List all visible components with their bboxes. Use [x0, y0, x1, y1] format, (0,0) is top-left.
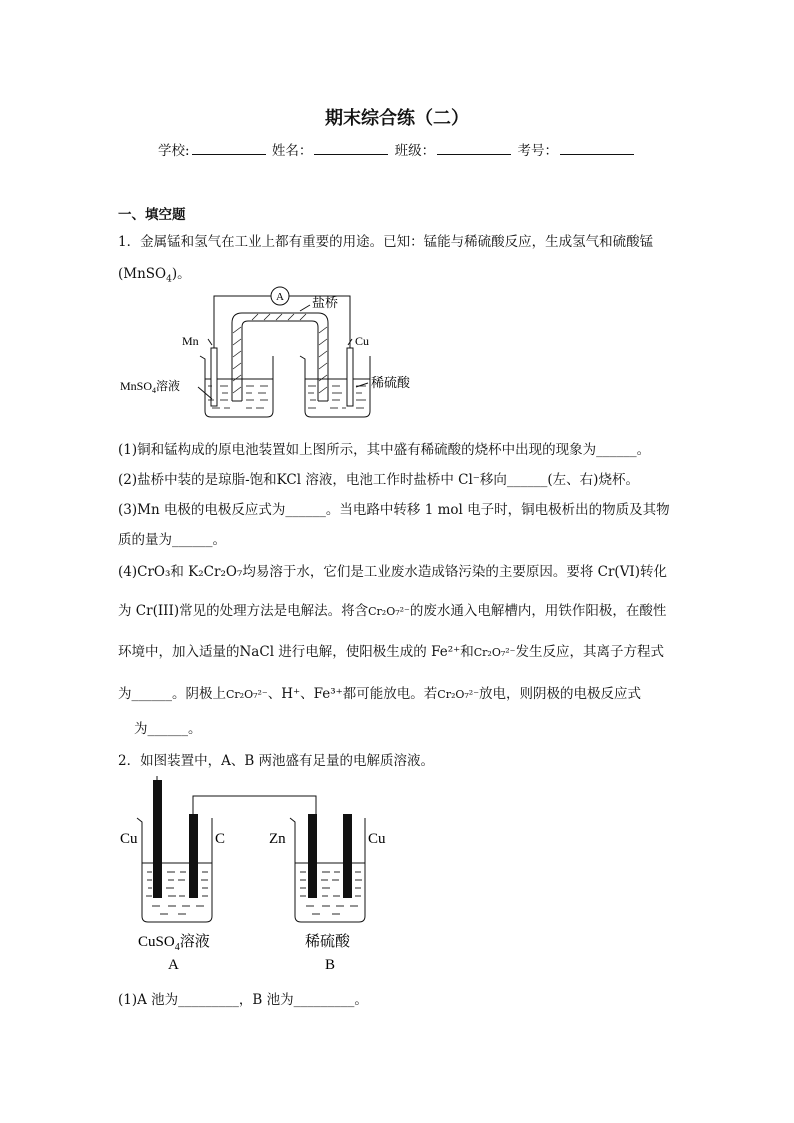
b-left-electrode-label: Zn [269, 831, 286, 847]
number-label: 考号： [517, 143, 558, 159]
q1-stem: 1．金属锰和氢气在工业上都有重要的用途。已知：锰能与稀硫酸反应，生成氢气和硫酸锰 [118, 234, 654, 250]
salt-bridge-label: 盐桥 [312, 295, 339, 310]
b-solution-label: 稀硫酸 [305, 934, 351, 950]
salt-bridge [232, 313, 328, 401]
galvanic-cell-diagram [112, 283, 412, 425]
q1-part4a: (4)CrO₃和 K₂Cr₂O₇均易溶于水，它们是工业废水造成铬污染的主要原因。要将 Cr(VI)转化 [118, 564, 668, 580]
q1-part3a: (3)Mn 电极的电极反应式为______。当电路中转移 1 mol 电子时，铜电极析出的物质及其物 [118, 502, 670, 518]
cu-label: Cu [355, 334, 370, 348]
dichromate-ion: Cr₂O₇²⁻ [368, 605, 410, 618]
mnso4-solution-label: MnSO$_4$溶液 [120, 379, 181, 395]
pool-a-label: A [168, 957, 179, 973]
page-title: 期末综合练（二） [325, 108, 469, 129]
class-label: 班级： [394, 143, 436, 159]
q1-part4e: 为______。 [134, 721, 202, 737]
dilute-h2so4-label: 稀硫酸 [371, 375, 411, 390]
number-blank[interactable] [560, 140, 634, 155]
electrolysis-cells-diagram [112, 776, 402, 976]
connecting-wire [193, 796, 316, 814]
ammeter-label: A [276, 291, 284, 303]
student-info-line [0, 139, 794, 159]
a-solution-label: CuSO$_4$溶液 [138, 934, 210, 953]
c-electrode-a [189, 814, 198, 898]
q1-part4b: 为 Cr(III)常见的处理方法是电解法。将含Cr₂O₇²⁻的废水通入电解槽内，用铁作阳极，在酸性 [118, 603, 667, 619]
mn-electrode [211, 348, 217, 406]
cu-electrode-a [153, 780, 162, 898]
q2-stem: 2．如图装置中，A、B 两池盛有足量的电解质溶液。 [118, 753, 435, 769]
name-blank[interactable] [314, 140, 388, 155]
mn-label: Mn [182, 334, 199, 348]
q2-part1: (1)A 池为_________，B 池为_________。 [118, 992, 368, 1008]
q1-part4d: 为______。阴极上Cr₂O₇²⁻、H⁺、Fe³⁺都可能放电。若Cr₂O₇²⁻放电，则阴极的电极反应式 [118, 686, 642, 702]
pool-b-label: B [325, 957, 336, 973]
class-blank[interactable] [437, 140, 511, 155]
dichromate-ion: Cr₂O₇²⁻ [226, 688, 268, 701]
q1-part4c: 环境中，加入适量的NaCl 进行电解，使阳极生成的 Fe²⁺和Cr₂O₇²⁻发生反应，其离子方程式 [118, 644, 664, 660]
a-left-electrode-label: Cu [120, 831, 138, 847]
q1-part1: (1)铜和锰构成的原电池装置如上图所示，其中盛有稀硫酸的烧杯中出现的现象为______。 [118, 442, 651, 458]
q1-part2: (2)盐桥中装的是琼脂-饱和KCl 溶液，电池工作时盐桥中 Cl⁻移向______(左、右)烧杯。 [118, 472, 639, 488]
q1-part3b: 质的量为______。 [118, 532, 226, 548]
school-label: 学校: [158, 143, 190, 159]
a-right-electrode-label: C [215, 831, 226, 847]
section-heading: 一、填空题 [118, 207, 186, 223]
dichromate-ion: Cr₂O₇²⁻ [437, 688, 480, 701]
zn-electrode-b [308, 814, 317, 898]
cu-electrode [347, 348, 353, 406]
q1-stem-formula: (MnSO$_4$)。 [118, 266, 191, 285]
cu-electrode-b [343, 814, 352, 898]
school-blank[interactable] [192, 140, 266, 155]
dichromate-ion: Cr₂O₇²⁻ [473, 646, 516, 659]
name-label: 姓名： [271, 143, 313, 159]
b-right-electrode-label: Cu [368, 831, 386, 847]
